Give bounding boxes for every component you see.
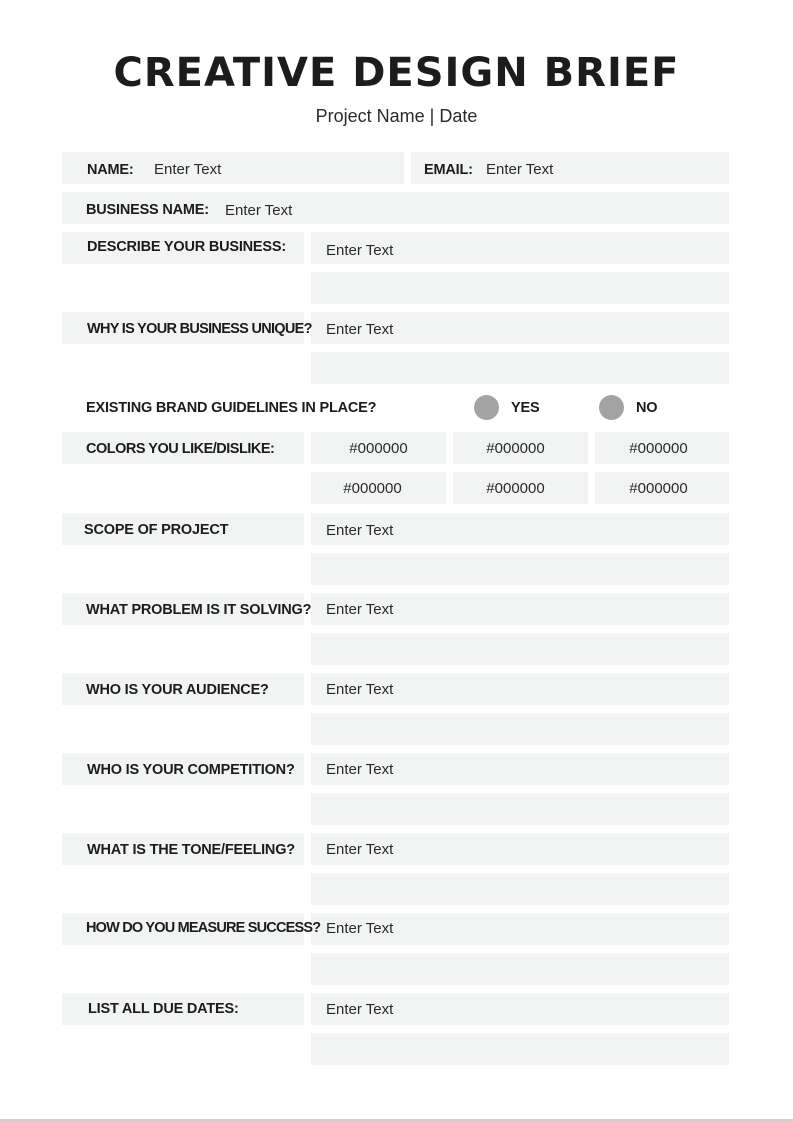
color-input-1[interactable]: #000000 bbox=[349, 440, 408, 457]
scope-input[interactable]: Enter Text bbox=[326, 522, 394, 539]
color-input-2[interactable]: #000000 bbox=[486, 440, 545, 457]
color-input-6[interactable]: #000000 bbox=[629, 480, 688, 497]
success-input[interactable]: Enter Text bbox=[326, 920, 394, 937]
scope-field-bg-2 bbox=[311, 553, 729, 585]
guidelines-yes-radio[interactable] bbox=[474, 395, 499, 420]
describe-input[interactable]: Enter Text bbox=[326, 242, 394, 259]
guidelines-no-radio[interactable] bbox=[599, 395, 624, 420]
audience-input[interactable]: Enter Text bbox=[326, 681, 394, 698]
tone-field-bg-2 bbox=[311, 873, 729, 905]
due-label: LIST ALL DUE DATES: bbox=[88, 1001, 239, 1017]
describe-field-bg-2 bbox=[311, 272, 729, 304]
name-input[interactable]: Enter Text bbox=[154, 161, 222, 178]
name-label: NAME: bbox=[87, 162, 134, 178]
audience-label: WHO IS YOUR AUDIENCE? bbox=[86, 682, 269, 698]
audience-field-bg-2 bbox=[311, 713, 729, 745]
unique-input[interactable]: Enter Text bbox=[326, 321, 394, 338]
color-input-5[interactable]: #000000 bbox=[486, 480, 545, 497]
competition-input[interactable]: Enter Text bbox=[326, 761, 394, 778]
problem-input[interactable]: Enter Text bbox=[326, 601, 394, 618]
guidelines-no-label: NO bbox=[636, 400, 658, 416]
success-field-bg-2 bbox=[311, 953, 729, 985]
describe-label: DESCRIBE YOUR BUSINESS: bbox=[87, 239, 286, 255]
colors-label: COLORS YOU LIKE/DISLIKE: bbox=[86, 441, 275, 457]
tone-input[interactable]: Enter Text bbox=[326, 841, 394, 858]
competition-field-bg-2 bbox=[311, 793, 729, 825]
unique-label: WHY IS YOUR BUSINESS UNIQUE? bbox=[87, 321, 312, 337]
email-label: EMAIL: bbox=[424, 162, 473, 178]
problem-label: WHAT PROBLEM IS IT SOLVING? bbox=[86, 602, 312, 618]
competition-label: WHO IS YOUR COMPETITION? bbox=[87, 762, 295, 778]
due-input[interactable]: Enter Text bbox=[326, 1001, 394, 1018]
business-name-label: BUSINESS NAME: bbox=[86, 202, 209, 218]
color-input-3[interactable]: #000000 bbox=[629, 440, 688, 457]
email-input[interactable]: Enter Text bbox=[486, 161, 554, 178]
color-input-4[interactable]: #000000 bbox=[343, 480, 402, 497]
page-subtitle: Project Name | Date bbox=[315, 106, 478, 126]
unique-field-bg-2 bbox=[311, 352, 729, 384]
problem-field-bg-2 bbox=[311, 633, 729, 665]
due-field-bg-2 bbox=[311, 1033, 729, 1065]
page-title: CREATIVE DESIGN BRIEF bbox=[113, 50, 680, 96]
guidelines-yes-label: YES bbox=[511, 400, 540, 416]
tone-label: WHAT IS THE TONE/FEELING? bbox=[87, 842, 295, 858]
success-label: HOW DO YOU MEASURE SUCCESS? bbox=[86, 920, 321, 936]
guidelines-label: EXISTING BRAND GUIDELINES IN PLACE? bbox=[86, 400, 377, 416]
scope-label: SCOPE OF PROJECT bbox=[84, 522, 229, 538]
business-name-input[interactable]: Enter Text bbox=[225, 202, 293, 219]
